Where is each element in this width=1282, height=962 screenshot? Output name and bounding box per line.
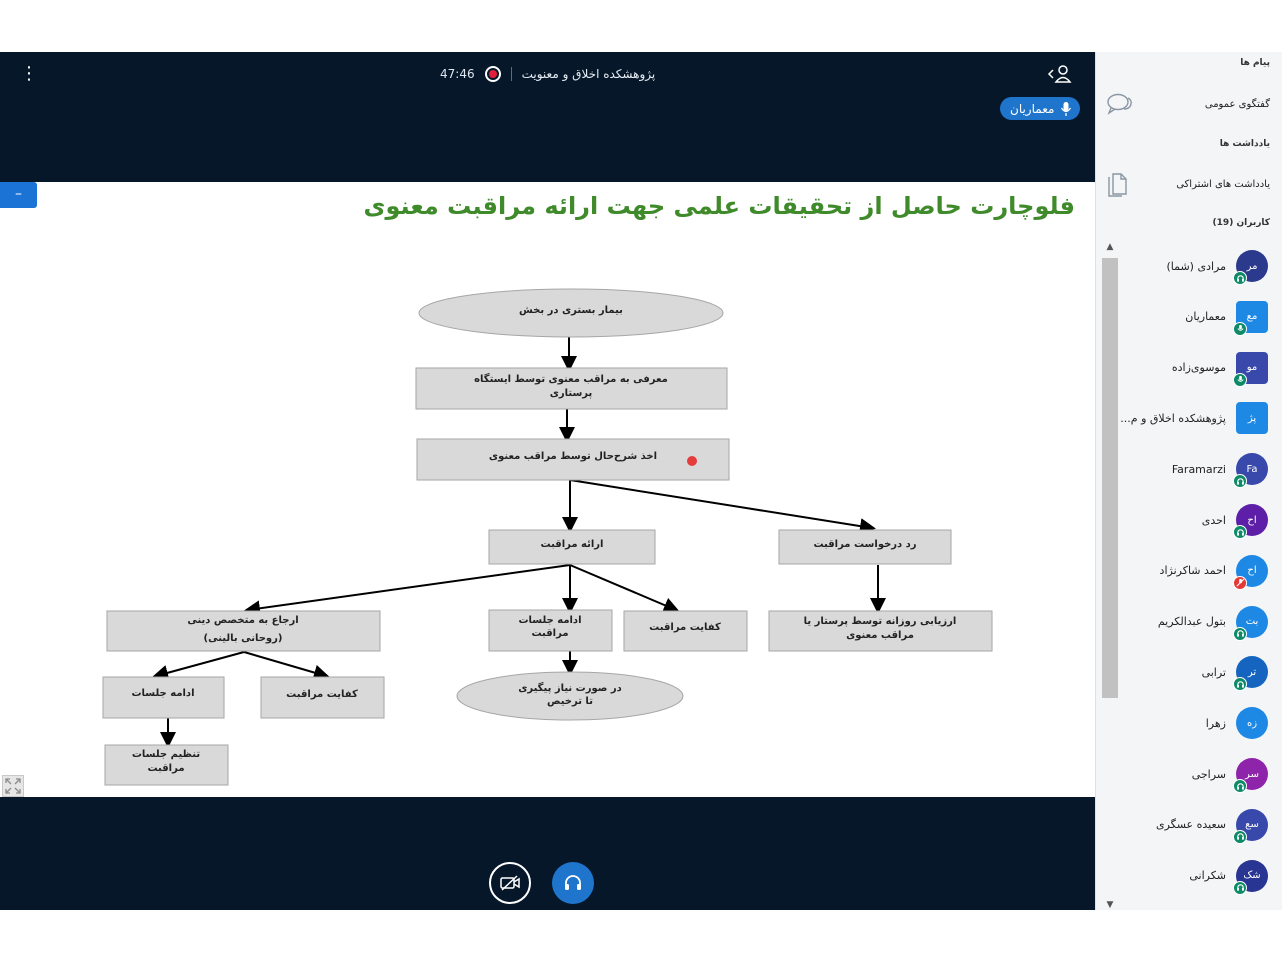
flowchart-node	[261, 677, 384, 718]
avatar	[1236, 707, 1268, 739]
meeting-header	[440, 64, 655, 84]
headphones-icon	[563, 874, 583, 892]
headset-status-icon	[1233, 881, 1247, 895]
headset-status-icon	[1233, 525, 1247, 539]
headset-status-icon	[1233, 627, 1247, 641]
messages-section-title: پیام ها	[1240, 58, 1270, 68]
node-label: ارائه مراقبت	[540, 539, 604, 550]
user-list-item[interactable]	[1108, 246, 1268, 286]
shared-notes-item[interactable]	[1106, 166, 1270, 202]
headset-status-icon	[1233, 830, 1247, 844]
share-webcam-button[interactable]	[489, 862, 531, 904]
meeting-main-area	[0, 52, 1095, 910]
avatar-initials: پژ	[1247, 412, 1257, 424]
headset-status-icon	[1233, 677, 1247, 691]
node-label: بیمار بستری در بخش	[519, 305, 623, 316]
flow-arrow	[248, 565, 570, 610]
avatar	[1236, 352, 1268, 384]
meeting-title: پژوهشکده اخلاق و معنویت	[521, 67, 656, 81]
top-bar	[0, 52, 1095, 94]
mic-off-status-icon	[1233, 576, 1247, 590]
node-label: رد درخواست مراقبت	[813, 539, 917, 550]
node-label: مراقبت	[147, 763, 185, 774]
presentation-slide	[0, 182, 1095, 797]
flowchart-node	[489, 530, 655, 564]
node-label: مراقب معنوی	[846, 630, 914, 641]
avatar-initials: زه	[1246, 717, 1258, 729]
node-label: پرستاری	[549, 388, 593, 399]
user-list-item[interactable]	[1108, 449, 1268, 489]
public-chat-label: گفتگوی عمومی	[1204, 98, 1270, 110]
user-name: بتول عبدالکریم	[1157, 615, 1226, 629]
headset-status-icon	[1233, 779, 1247, 793]
avatar	[1236, 809, 1268, 841]
headset-status-icon	[1233, 474, 1247, 488]
flow-arrow	[570, 480, 872, 528]
node-label: ادامه جلسات	[518, 615, 582, 626]
flowchart-node	[624, 611, 747, 651]
avatar-initials: اح	[1247, 514, 1257, 526]
options-menu-icon[interactable]: ⋮	[20, 63, 38, 84]
user-name: پژوهشکده اخلاق و م...	[1120, 411, 1226, 425]
user-list-item[interactable]	[1108, 805, 1268, 845]
flowchart-node	[103, 677, 224, 718]
avatar	[1236, 656, 1268, 688]
avatar-initials: بت	[1245, 616, 1259, 628]
node-label: تا ترخیص	[547, 696, 593, 707]
flowchart-node	[779, 530, 951, 564]
node-label: معرفی به مراقب معنوی توسط ایستگاه	[474, 374, 668, 385]
user-name: Faramarzi	[1171, 462, 1226, 476]
flowchart-node	[416, 368, 727, 409]
user-name: احدی	[1201, 513, 1226, 527]
presenter-pointer	[687, 456, 697, 466]
avatar-initials: شک	[1243, 870, 1261, 882]
node-label: ارجاع به متخصص دینی	[187, 615, 299, 626]
users-section-title: کاربران (19)	[1212, 218, 1270, 228]
avatar	[1236, 606, 1268, 638]
talking-indicator	[1000, 97, 1080, 120]
public-chat-item[interactable]	[1106, 86, 1270, 122]
user-list-item[interactable]	[1108, 500, 1268, 540]
avatar-initials: مو	[1246, 362, 1258, 374]
user-list-toggle-icon[interactable]	[1047, 64, 1073, 84]
user-name: شکرانی	[1189, 869, 1226, 883]
avatar-initials: سع	[1245, 819, 1259, 831]
mic-status-icon	[1233, 373, 1247, 387]
divider	[511, 67, 512, 81]
user-name: معماریان	[1185, 310, 1226, 324]
scroll-down-icon[interactable]: ▼	[1106, 900, 1114, 910]
flowchart-node	[489, 610, 612, 651]
headset-status-icon	[1233, 271, 1247, 285]
leave-audio-button[interactable]	[552, 862, 594, 904]
user-name: سراجی	[1191, 767, 1226, 781]
user-list-item[interactable]	[1108, 602, 1268, 642]
avatar-initials: مر	[1246, 260, 1258, 272]
avatar-initials: اح	[1247, 565, 1257, 577]
flow-arrow	[244, 652, 326, 676]
microphone-icon	[1060, 101, 1072, 117]
user-list-panel	[1095, 52, 1282, 910]
user-name: ترابی	[1201, 665, 1226, 679]
scrollbar[interactable]	[1099, 242, 1117, 912]
avatar	[1236, 402, 1268, 434]
avatar-initials: سر	[1245, 768, 1259, 780]
minimize-presentation-button[interactable]: –	[0, 182, 37, 208]
avatar	[1236, 860, 1268, 892]
avatar	[1236, 453, 1268, 485]
user-name: مرادی (شما)	[1166, 259, 1226, 273]
scrollbar-thumb[interactable]	[1102, 258, 1118, 698]
flowchart-node	[769, 611, 992, 651]
node-label: مراقبت	[531, 628, 569, 639]
avatar-initials: Fa	[1246, 463, 1258, 475]
node-label: اخذ شرح‌حال توسط مراقب معنوی	[488, 451, 658, 462]
user-list-item[interactable]	[1108, 652, 1268, 692]
user-name: سعیده عسگری	[1155, 818, 1226, 832]
flow-arrow	[156, 652, 244, 676]
user-list-item[interactable]	[1108, 703, 1268, 743]
video-off-icon	[499, 874, 521, 892]
user-name: زهرا	[1205, 716, 1226, 730]
expand-icon	[3, 776, 23, 796]
shared-notes-label: یادداشت های اشتراکی	[1176, 178, 1270, 190]
node-label: (روحانی بالینی)	[203, 633, 283, 644]
flowchart-node	[105, 745, 228, 785]
avatar	[1236, 758, 1268, 790]
recording-timer: 47:46	[440, 67, 475, 81]
avatar	[1236, 555, 1268, 587]
user-name: موسوی‌زاده	[1171, 361, 1226, 375]
flowchart-node	[107, 611, 380, 651]
node-label: ادامه جلسات	[131, 688, 195, 699]
flowchart-node	[419, 289, 723, 337]
fullscreen-button[interactable]	[2, 775, 24, 797]
user-list-item[interactable]	[1108, 754, 1268, 794]
avatar-initials: تر	[1247, 666, 1257, 678]
avatar	[1236, 250, 1268, 282]
record-icon[interactable]	[485, 66, 501, 82]
scroll-up-icon[interactable]: ▲	[1106, 242, 1114, 252]
talker-name: معماریان	[1010, 101, 1055, 116]
node-label: ارزیابی روزانه توسط پرستار یا	[803, 616, 957, 627]
node-label: کفایت مراقبت	[286, 689, 358, 700]
flowchart	[0, 182, 1095, 797]
node-label: کفایت مراقبت	[649, 622, 721, 633]
user-name: احمد شاکرنژاد	[1159, 564, 1226, 578]
user-list-item[interactable]	[1108, 348, 1268, 388]
avatar	[1236, 301, 1268, 333]
chat-icon	[1106, 92, 1134, 116]
mic-status-icon	[1233, 322, 1247, 336]
user-list-item[interactable]	[1108, 856, 1268, 896]
user-list-item[interactable]	[1108, 551, 1268, 591]
flowchart-node	[457, 672, 683, 720]
user-list-item[interactable]	[1108, 297, 1268, 337]
node-label: در صورت نیاز پیگیری	[518, 683, 622, 694]
notes-section-title: یادداشت ها	[1219, 139, 1270, 149]
node-label: تنظیم جلسات	[131, 749, 201, 760]
flowchart-node	[417, 439, 729, 480]
notes-icon	[1106, 171, 1130, 197]
avatar-initials: مع	[1246, 311, 1258, 323]
avatar	[1236, 504, 1268, 536]
flow-arrow	[570, 565, 676, 610]
slide-title: فلوچارت حاصل از تحقیقات علمی جهت ارائه مراقبت معنوی	[363, 192, 1075, 220]
user-list-item[interactable]	[1108, 398, 1268, 438]
